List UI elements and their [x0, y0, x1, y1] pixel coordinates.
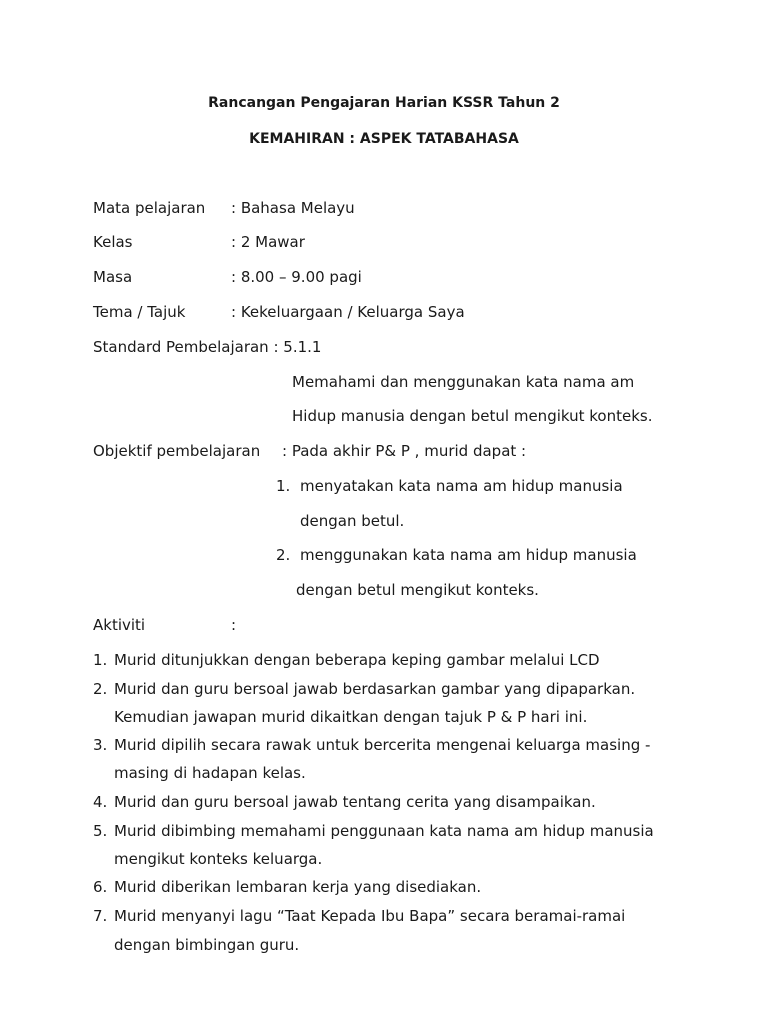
activity-7-line1: Murid menyanyi lagu “Taat Kepada Ibu Bapa” secara beramai-ramai — [114, 907, 626, 925]
objective-number: 1. — [276, 477, 291, 495]
activity-number: 5. — [93, 822, 108, 840]
objectives-intro: : Pada akhir P& P , murid dapat : — [282, 442, 527, 460]
objective-2-line2: dengan betul mengikut konteks. — [296, 581, 539, 599]
class-label: Kelas — [93, 233, 133, 251]
theme-label: Tema / Tajuk — [93, 303, 186, 321]
document-title: Rancangan Pengajaran Harian KSSR Tahun 2 — [208, 95, 560, 111]
activity-2-line2: Kemudian jawapan murid dikaitkan dengan tajuk P & P hari ini. — [114, 708, 588, 726]
activity-number: 4. — [93, 793, 108, 811]
objective-2-line1: menggunakan kata nama am hidup manusia — [300, 546, 637, 564]
theme-value: : Kekeluargaan / Keluarga Saya — [231, 303, 465, 321]
activity-2-line1: Murid dan guru bersoal jawab berdasarkan gambar yang dipaparkan. — [114, 680, 636, 698]
activities-colon: : — [231, 616, 237, 634]
standard-description-line2: Hidup manusia dengan betul mengikut konteks. — [292, 407, 653, 425]
skill-heading: KEMAHIRAN : ASPEK TATABAHASA — [249, 131, 519, 147]
subject-value: : Bahasa Melayu — [231, 199, 355, 217]
activity-number: 7. — [93, 907, 108, 925]
activity-4-text: Murid dan guru bersoal jawab tentang cerita yang disampaikan. — [114, 793, 596, 811]
objective-1-line2: dengan betul. — [300, 512, 405, 530]
activity-3-line2: masing di hadapan kelas. — [114, 764, 306, 782]
objective-number: 2. — [276, 546, 291, 564]
subject-label: Mata pelajaran — [93, 199, 206, 217]
activity-5-line2: mengikut konteks keluarga. — [114, 850, 323, 868]
standard-description-line1: Memahami dan menggunakan kata nama am — [292, 373, 635, 391]
time-label: Masa — [93, 268, 133, 286]
objectives-label: Objektif pembelajaran — [93, 442, 261, 460]
activity-7-line2: dengan bimbingan guru. — [114, 936, 300, 954]
class-value: : 2 Mawar — [231, 233, 305, 251]
activities-label: Aktiviti — [93, 616, 146, 634]
time-value: : 8.00 – 9.00 pagi — [231, 268, 362, 286]
activity-1-text: Murid ditunjukkan dengan beberapa keping gambar melalui LCD — [114, 651, 600, 669]
activity-6-text: Murid diberikan lembaran kerja yang disediakan. — [114, 878, 482, 896]
activity-5-line1: Murid dibimbing memahami penggunaan kata nama am hidup manusia — [114, 822, 654, 840]
activity-number: 6. — [93, 878, 108, 896]
activity-3-line1: Murid dipilih secara rawak untuk bercerita mengenai keluarga masing - — [114, 736, 651, 754]
activity-number: 3. — [93, 736, 108, 754]
learning-standard: Standard Pembelajaran : 5.1.1 — [93, 338, 322, 356]
objective-1-line1: menyatakan kata nama am hidup manusia — [300, 477, 623, 495]
activity-number: 1. — [93, 651, 108, 669]
activity-number: 2. — [93, 680, 108, 698]
